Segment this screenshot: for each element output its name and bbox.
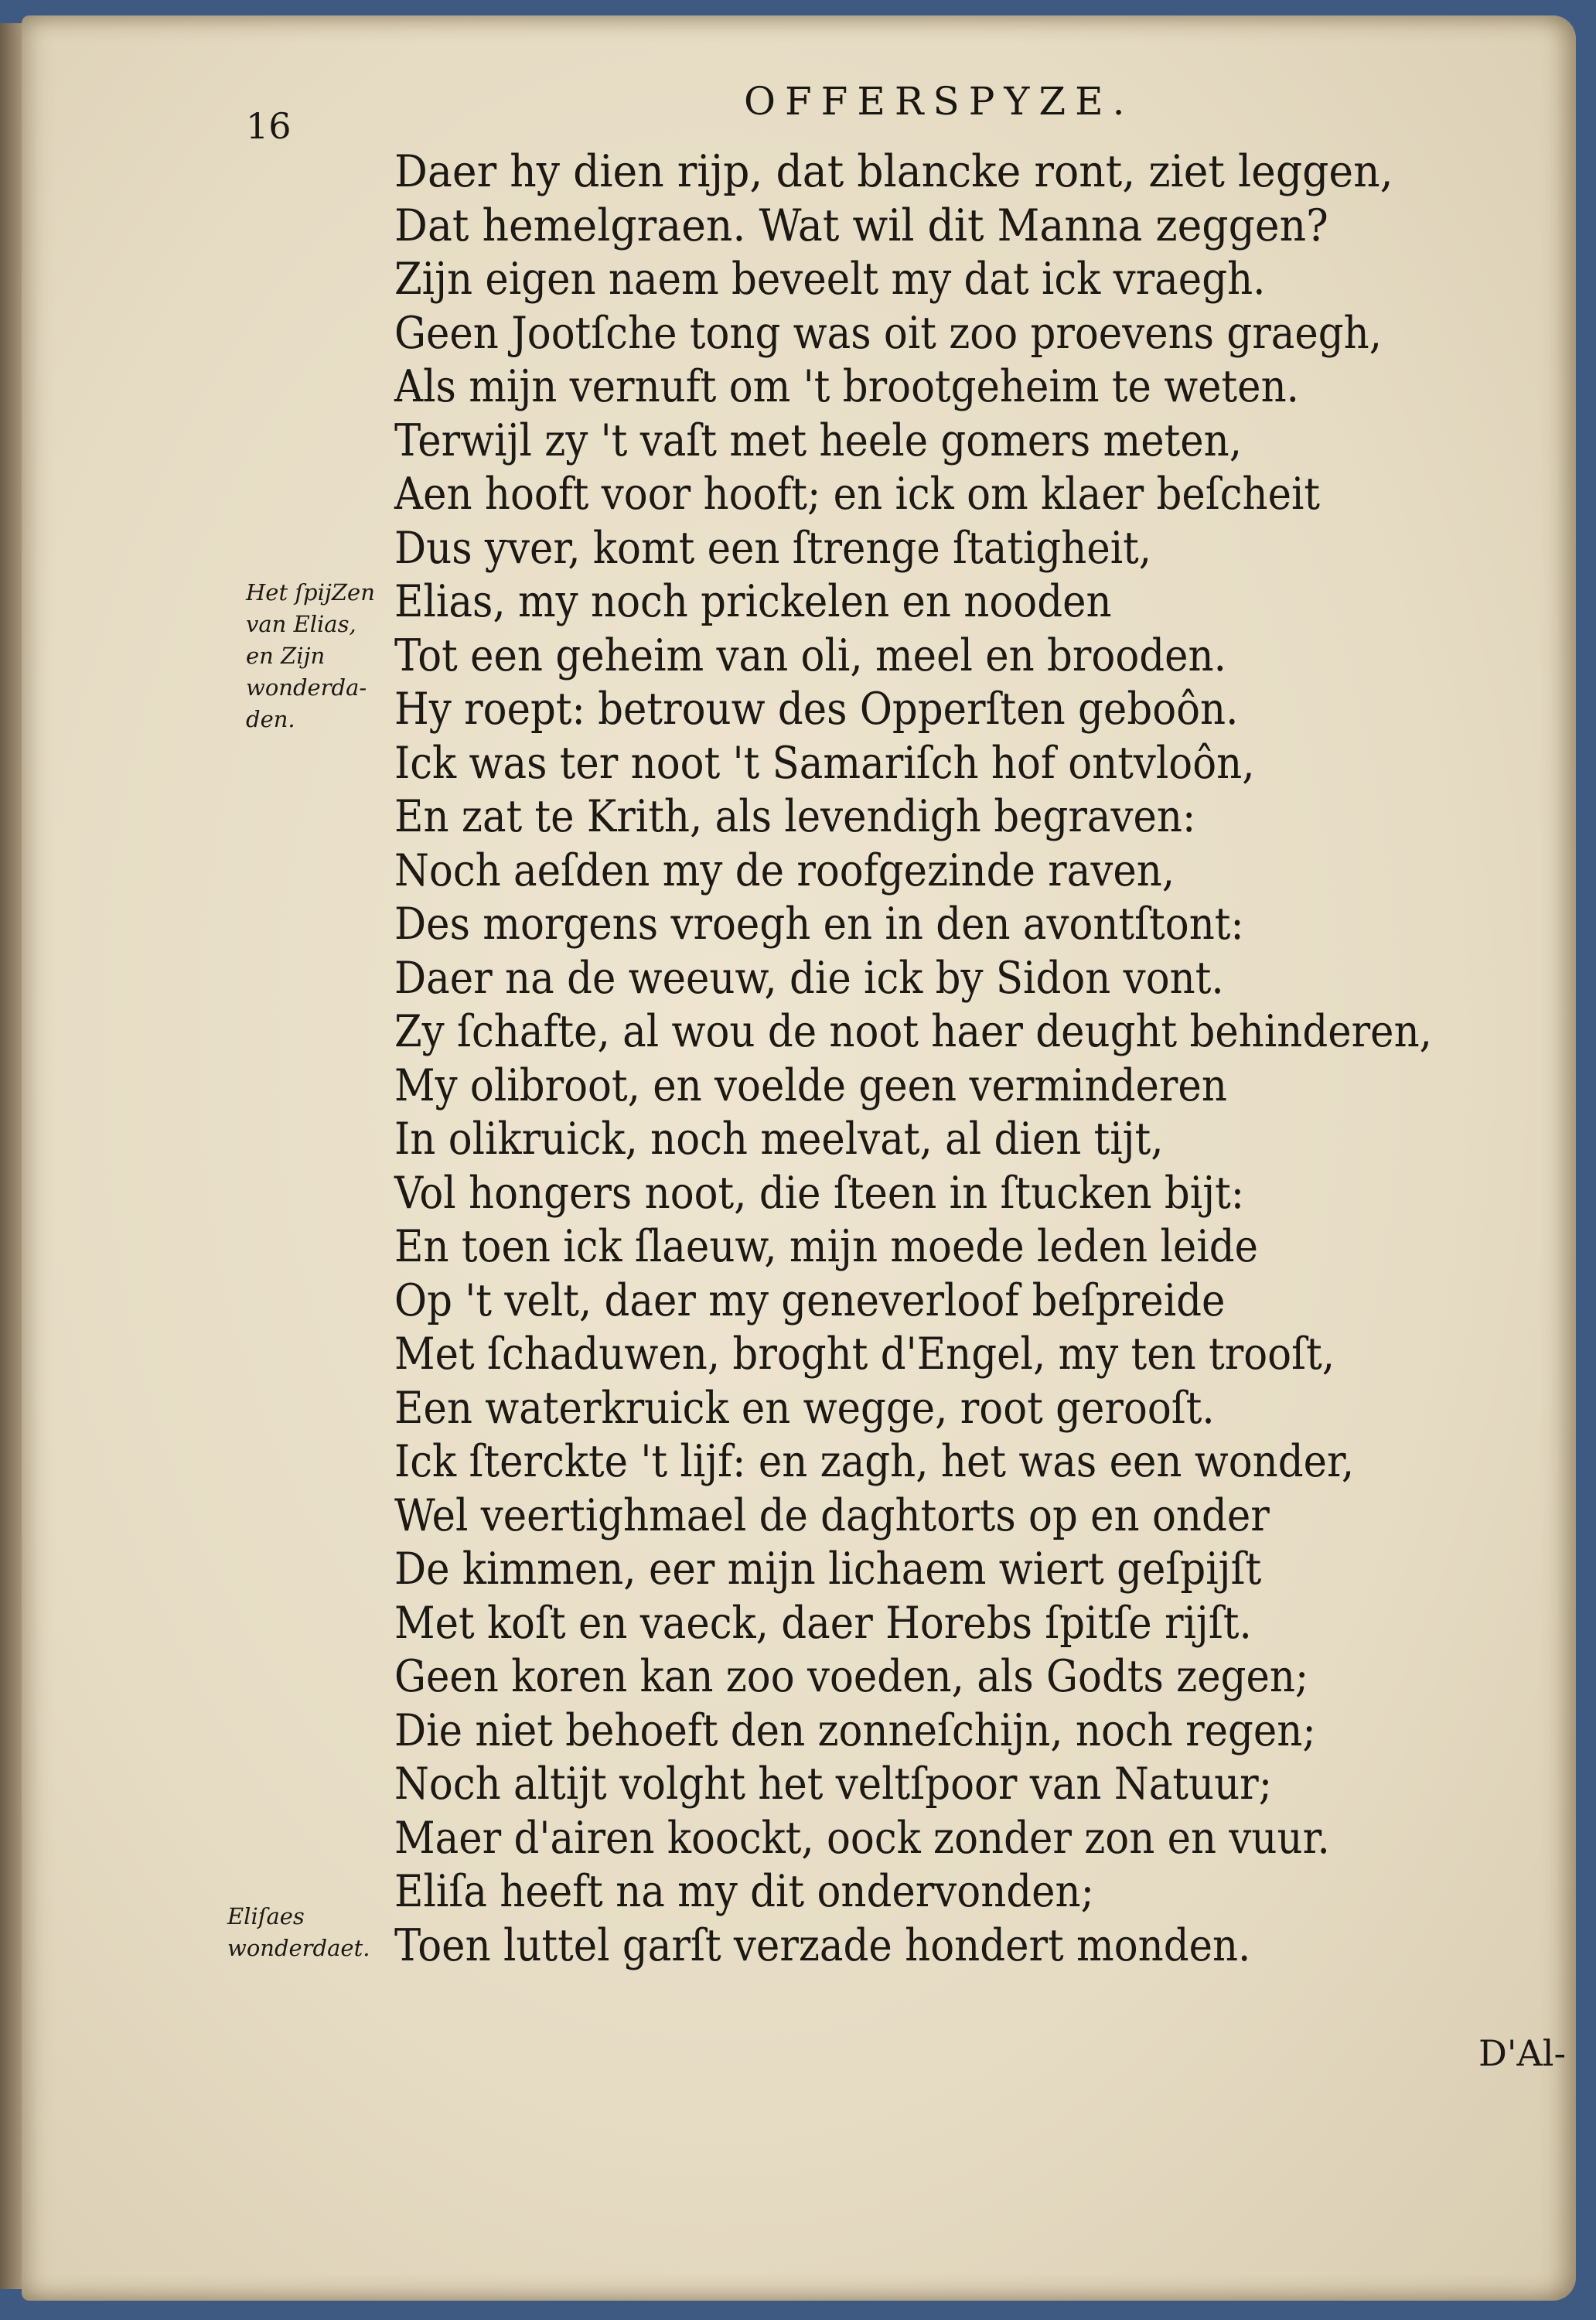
verse-line: Een waterkruick en wegge, root gerooſt.: [394, 1382, 1215, 1434]
margin-note-line: wonderdaet.: [227, 1935, 370, 1961]
verse-line: Maer d'airen koockt, oock zonder zon en vuur.: [394, 1812, 1330, 1864]
margin-note-line: den.: [246, 706, 295, 732]
verse-line: Eliſa heeft na my dit ondervonden;: [394, 1866, 1094, 1917]
verse-line: Elias, my noch prickelen en nooden: [394, 576, 1112, 627]
verse-line: Aen hooft voor hooft; en ick om klaer beſcheit: [394, 469, 1321, 520]
verse-line: Zy ſchafte, al wou de noot haer deught behinderen,: [394, 1006, 1432, 1057]
verse-line: Noch aeſden my de roofgezinde raven,: [394, 844, 1175, 896]
verse-line: My olibroot, en voelde geen verminderen: [394, 1059, 1227, 1111]
verse-line: In olikruick, noch meelvat, al dien tijt,: [394, 1114, 1164, 1165]
verse-line: Die niet behoeft den zonneſchijn, noch regen;: [394, 1704, 1316, 1756]
verse-line: Tot een geheim van oli, meel en brooden.: [394, 629, 1226, 681]
verse-line: Dus yver, komt een ſtrenge ſtatigheit,: [394, 522, 1152, 574]
verse-line: En zat te Krith, als levendigh begraven:: [394, 791, 1196, 842]
verse-line: Daer na de weeuw, die ick by Sidon vont.: [394, 952, 1224, 1004]
verse-line: Geen koren kan zoo voeden, als Godts zegen;: [394, 1651, 1309, 1702]
verse-line: En toen ick ſlaeuw, mijn moede leden leide: [394, 1221, 1258, 1272]
verse-line: Op 't velt, daer my geneverloof beſpreide: [394, 1274, 1226, 1326]
verse-line: De kimmen, eer mijn lichaem wiert geſpijſt: [394, 1544, 1262, 1595]
margin-note-line: Het ſpijZen: [246, 579, 375, 606]
verse-line: Wel veertighmael de daghtorts op en onder: [394, 1489, 1270, 1541]
verse-line: Ick was ter noot 't Samariſch hof ontvloôn,: [394, 737, 1255, 789]
verse-line: Ick ſterckte 't lijf: en zagh, het was een wonder,: [394, 1436, 1355, 1487]
verse-line: Hy roept: betrouw des Opperſten geboôn.: [394, 684, 1239, 735]
catchword: D'Al-: [1478, 2032, 1567, 2074]
verse-line: Des morgens vroegh en in den avontſtont:: [394, 899, 1244, 950]
margin-note-line: van Elias,: [246, 611, 356, 637]
margin-note-line: en Zijn: [246, 643, 326, 669]
page-number: 16: [246, 105, 292, 147]
margin-note-elias: [246, 577, 375, 735]
verse-line: Met koſt en vaeck, daer Horebs ſpitſe rijſt.: [394, 1597, 1252, 1649]
verse-line: Zijn eigen naem beveelt my dat ick vraegh.: [394, 254, 1266, 305]
margin-note-line: Eliſaes: [227, 1903, 305, 1929]
verse-line: Noch altijt volght het veltſpoor van Natuur;: [394, 1759, 1273, 1810]
margin-note-line: wonderda-: [246, 674, 367, 701]
verse-line: Dat hemelgraen. Wat wil dit Manna zeggen?: [394, 200, 1328, 251]
verse-line: Geen Jootſche tong was oit zoo proevens graegh,: [394, 307, 1383, 359]
verse-block: [394, 145, 1596, 1973]
running-title: OFFERSPYZE.: [744, 79, 1134, 124]
verse-line: Terwijl zy 't vaſt met heele gomers meten,: [394, 415, 1243, 466]
verse-line: Met ſchaduwen, broght d'Engel, my ten trooſt,: [394, 1329, 1335, 1380]
verse-line: Als mijn vernuft om 't brootgeheim te weten.: [394, 361, 1299, 412]
verse-line: Daer hy dien rijp, dat blancke ront, ziet leggen,: [394, 146, 1393, 197]
verse-line: Toen luttel garſt verzade hondert monden.: [394, 1919, 1251, 1971]
margin-note-elisaes: [227, 1901, 370, 1964]
verse-line: Vol hongers noot, die ſteen in ſtucken bijt:: [394, 1167, 1245, 1219]
